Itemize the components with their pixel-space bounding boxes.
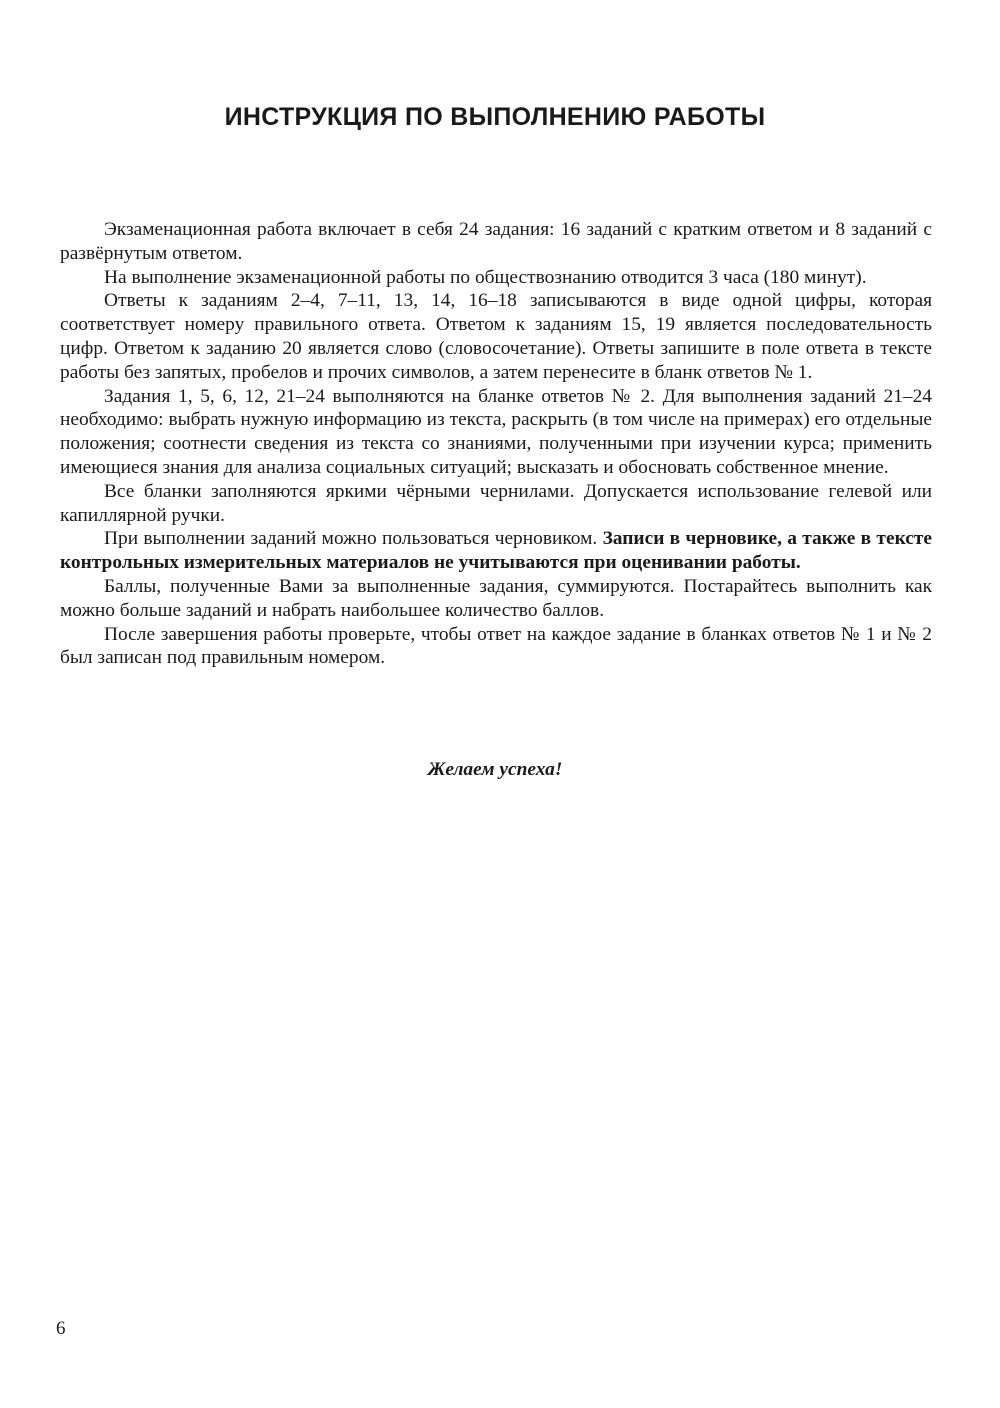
page-title: ИНСТРУКЦИЯ ПО ВЫПОЛНЕНИЮ РАБОТЫ bbox=[224, 103, 766, 131]
paragraph-extended-answers: Задания 1, 5, 6, 12, 21–24 выполняются на бланке ответов № 2. Для выполнения заданий 21–24 необходимо: выбрать нужную информацию из текста, раскрыть (в том числе на примерах) его отдельные положения; соотнести сведения из текста со знаниями, полученными при изучении курса; применить имеющиеся знания для анализа социальных ситуаций; высказать и обосновать собственное мнение. bbox=[60, 385, 932, 478]
paragraph-final-check: После завершения работы проверьте, чтобы ответ на каждое задание в бланках ответов № 1 и № 2 был записан под правильным номером. bbox=[60, 623, 932, 669]
closing-wish: Желаем успеха! bbox=[427, 759, 563, 780]
draft-notes-bold-text: Записи в черновике, а также в тексте контрольных измерительных материалов не учитываются при оценивании работы. bbox=[60, 528, 932, 574]
page-number: 6 bbox=[56, 1318, 66, 1339]
paragraph-short-answers: Ответы к заданиям 2–4, 7–11, 13, 14, 16–18 записываются в виде одной цифры, которая соответствует номеру правильного ответа. Ответом к заданиям 15, 19 является последовательность цифр. Ответом к заданию 20 является слово (словосочетание). Ответы запишите в поле ответа в тексте работы без запятых, пробелов и прочих символов, а затем перенесите в бланк ответов № 1. bbox=[60, 290, 932, 383]
paragraph-scoring: Баллы, полученные Вами за выполненные задания, суммируются. Постарайтесь выполнить как можно больше заданий и набрать наибольшее количество баллов. bbox=[60, 575, 932, 621]
draft-notes-text: При выполнении заданий можно пользоваться черновиком. bbox=[104, 528, 603, 550]
instructions-body bbox=[60, 218, 932, 670]
paragraph-draft-notes bbox=[60, 527, 932, 575]
paragraph-ink-requirements: Все бланки заполняются яркими чёрными чернилами. Допускается использование гелевой или капиллярной ручки. bbox=[60, 480, 932, 526]
paragraph-task-count: Экзаменационная работа включает в себя 24 задания: 16 заданий с кратким ответом и 8 заданий с развёрнутым ответом. bbox=[60, 219, 932, 264]
paragraph-time-limit: На выполнение экзаменационной работы по обществознанию отводится 3 часа (180 минут). bbox=[104, 266, 867, 288]
